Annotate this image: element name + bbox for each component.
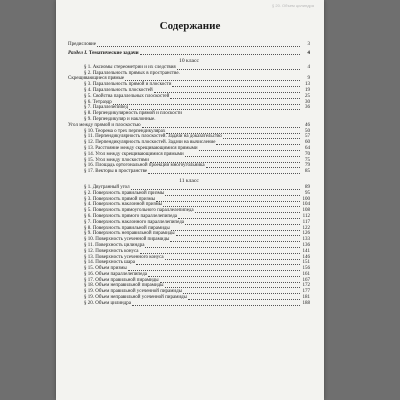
toc-part-heading	[68, 50, 310, 57]
toc-entry-title: § 10. Поверхность усеченной пирамиды	[84, 237, 170, 243]
dot-leader	[171, 226, 300, 231]
toc-entry-title: § 2. Поверхность правильной призмы	[84, 190, 165, 196]
dot-leader	[165, 255, 300, 260]
dot-leader	[136, 260, 300, 265]
dot-leader	[216, 140, 300, 145]
toc-entry-page: 46	[305, 122, 310, 128]
toc-entry-title: § 15. Угол между плоскостями	[84, 157, 149, 163]
dot-leader	[129, 105, 300, 110]
toc-entry-page: 181	[302, 295, 310, 301]
dot-leader	[156, 197, 300, 202]
dot-leader	[131, 185, 300, 190]
toc-entry-page: 108	[302, 208, 310, 214]
dot-leader	[178, 214, 300, 219]
toc-entry-title: § 15. Объем призмы	[84, 266, 127, 272]
grade-10-list	[68, 65, 310, 175]
toc-entry-title: § 13. Поверхность усеченного конуса	[84, 254, 164, 260]
dot-leader	[165, 191, 300, 196]
toc-entry-title: § 7. Поверхность наклонного параллелепипеда	[84, 219, 185, 225]
toc-entry-page: 161	[302, 271, 310, 277]
toc-entry-title: § 6. Поверхность прямого параллелепипеда	[84, 213, 177, 219]
toc-entry-page: 151	[302, 260, 310, 266]
toc-entry-page: 3	[307, 42, 310, 47]
toc-entry-title: § 18. Объем неправильной пирамиды	[84, 283, 164, 289]
dot-leader	[140, 50, 300, 55]
toc-entry-page: 141	[302, 248, 310, 254]
toc-entry-title: Скрещивающиеся прямые	[68, 76, 125, 82]
page-header-faint: § 20. Объем цилиндра	[272, 3, 314, 8]
dot-leader	[140, 249, 301, 254]
dot-leader	[154, 88, 300, 93]
toc-entry-page: 79	[305, 163, 310, 169]
page-title: Содержание	[159, 20, 221, 32]
dot-leader	[195, 208, 300, 213]
part-label: Раздел I.	[68, 49, 88, 56]
toc-entry-title: § 8. Поверхность правильной пирамиды	[84, 225, 170, 231]
toc-entry-preface	[68, 42, 310, 48]
dot-leader	[163, 202, 300, 207]
toc-entry-page: 25	[305, 93, 310, 99]
toc-entry-title: § 19. Объем неправильной усеченной пирамиды	[84, 295, 187, 301]
toc-entry-title: Предисловие	[68, 42, 96, 47]
toc-entry-page: 9	[307, 76, 310, 82]
toc-entry-page: 112	[302, 213, 310, 219]
toc-entry-page: 126	[302, 231, 310, 237]
dot-leader	[188, 295, 300, 300]
toc-entry-title: § 10. Теорема о трех перпендикулярах	[84, 128, 166, 134]
part-title	[68, 50, 139, 57]
toc-entry-title: § 14. Поверхность шара	[84, 260, 135, 266]
book-page	[56, 0, 324, 400]
dot-leader	[145, 243, 300, 248]
toc-entry-title: § 13. Расстояние между скрещивающимися прямыми	[84, 145, 198, 151]
dot-leader	[165, 283, 300, 288]
grade-11-heading: 11 класс	[179, 177, 199, 184]
toc-entry-page: 50	[305, 128, 310, 134]
toc-entry-page: 95	[305, 190, 310, 196]
dot-leader	[170, 94, 300, 99]
dot-leader	[199, 146, 300, 151]
toc-entry-page: 177	[302, 289, 310, 295]
toc-entry-page: 75	[305, 157, 310, 163]
toc-entry-title: § 2. Параллельность прямых в пространстве.	[84, 70, 180, 76]
toc-entry-page: 136	[302, 242, 310, 248]
toc-entry-page: 70	[305, 151, 310, 157]
toc-entry-title: § 6. Тетраэдр	[84, 99, 112, 105]
toc-entry-title: Угол между прямой и плоскостью	[68, 122, 141, 128]
toc-entry-page: 146	[302, 254, 310, 260]
toc-entry-page: 85	[305, 169, 310, 175]
toc-entry-page: 36	[305, 105, 310, 111]
dot-leader	[223, 134, 300, 139]
toc-entry-page: 4	[307, 64, 310, 70]
toc-entry-title: § 4. Параллельность плоскостей	[84, 87, 153, 93]
dot-leader	[170, 237, 300, 242]
toc-entry-title: § 12. Поверхность конуса	[84, 248, 139, 254]
dot-leader	[128, 266, 300, 271]
dot-leader	[148, 272, 300, 277]
toc-entry	[68, 169, 310, 175]
part-name: Тематические задачи	[88, 49, 139, 56]
toc-entry-page: 4	[307, 49, 310, 56]
dot-leader	[113, 100, 300, 105]
toc-entry-page: 156	[302, 266, 310, 272]
dot-leader	[132, 301, 300, 306]
toc-entry-page: 117	[302, 219, 310, 225]
toc-entry-title: § 7. Параллелепипед	[84, 105, 128, 111]
toc-entry-page: 188	[302, 300, 310, 306]
toc-entry-title: § 5. Поверхность прямоугольного параллелепипеда	[84, 208, 194, 214]
toc-entry-page: 89	[305, 184, 310, 190]
toc-entry-title: § 17. Объем правильной пирамиды	[84, 277, 159, 283]
toc-entry-title: § 16. Площадь ортогональной проекции многоугольника	[84, 163, 205, 169]
grade-11-list	[68, 185, 310, 307]
toc-entry-page: 172	[302, 283, 310, 289]
toc-entry-page: 104	[302, 202, 310, 208]
dot-leader	[206, 163, 300, 168]
toc-entry-title: § 14. Угол между скрещивающимися прямыми	[84, 151, 184, 157]
toc-entry-title: § 9. Перпендикуляр и наклонные.	[84, 116, 156, 122]
toc-entry-page: 167	[302, 277, 310, 283]
toc-entry-title: § 1. Двугранный угол	[84, 184, 130, 190]
toc-entry-title: § 12. Перпендикулярность плоскостей. Задачи на вычисление	[84, 140, 216, 146]
dot-leader	[185, 152, 300, 157]
dot-leader	[148, 169, 300, 174]
toc-entry-title: § 1. Аксиомы стереометрии и их следствия	[84, 64, 176, 70]
toc-entry-title: § 11. Перпендикулярность плоскостей. Задачи на доказательство	[84, 134, 222, 140]
toc-entry-page: 57	[305, 134, 310, 140]
toc-entry-title: § 17. Векторы в пространстве	[84, 169, 148, 175]
watermark: · · ·	[195, 236, 213, 251]
toc-entry-title: § 16. Объем параллелепипеда	[84, 271, 148, 277]
dot-leader	[160, 278, 300, 283]
dot-leader	[142, 123, 300, 128]
toc-entry-page: 30	[305, 99, 310, 105]
toc-entry-title: § 9. Поверхность неправильной пирамиды	[84, 231, 175, 237]
toc-entry-title: § 8. Перпендикулярность прямой и плоскости	[84, 111, 182, 117]
table-of-contents	[68, 42, 310, 307]
toc-entry-title: § 4. Поверхность наклонной призмы	[84, 202, 163, 208]
dot-leader	[183, 289, 300, 294]
dot-leader	[97, 42, 300, 47]
toc-entry-page: 133	[302, 237, 310, 243]
dot-leader	[172, 82, 300, 87]
toc-entry-title: § 19. Объем правильной усеченной пирамиды	[84, 289, 183, 295]
toc-entry-title: § 3. Поверхность прямой призмы	[84, 196, 155, 202]
grade-10-heading: 10 класс	[179, 57, 199, 64]
toc-entry-page: 122	[302, 225, 310, 231]
dot-leader	[176, 231, 300, 236]
dot-leader	[125, 76, 300, 81]
toc-entry-title: § 5. Свойства параллельных плоскостей	[84, 93, 170, 99]
dot-leader	[166, 129, 300, 134]
toc-entry-page: 13	[305, 82, 310, 88]
toc-entry-page: 19	[305, 87, 310, 93]
toc-entry-page: 100	[302, 196, 310, 202]
toc-entry-page: 64	[305, 145, 310, 151]
dot-leader	[150, 158, 300, 163]
toc-entry-title: § 11. Поверхность цилиндра	[84, 242, 145, 248]
toc-entry-title: § 3. Параллельность прямой и плоскости	[84, 82, 172, 88]
toc-entry-page: 60	[305, 140, 310, 146]
dot-leader	[185, 220, 300, 225]
toc-entry-title: § 20. Объем цилиндра	[84, 300, 131, 306]
toc-entry	[68, 301, 310, 307]
dot-leader	[177, 65, 300, 70]
